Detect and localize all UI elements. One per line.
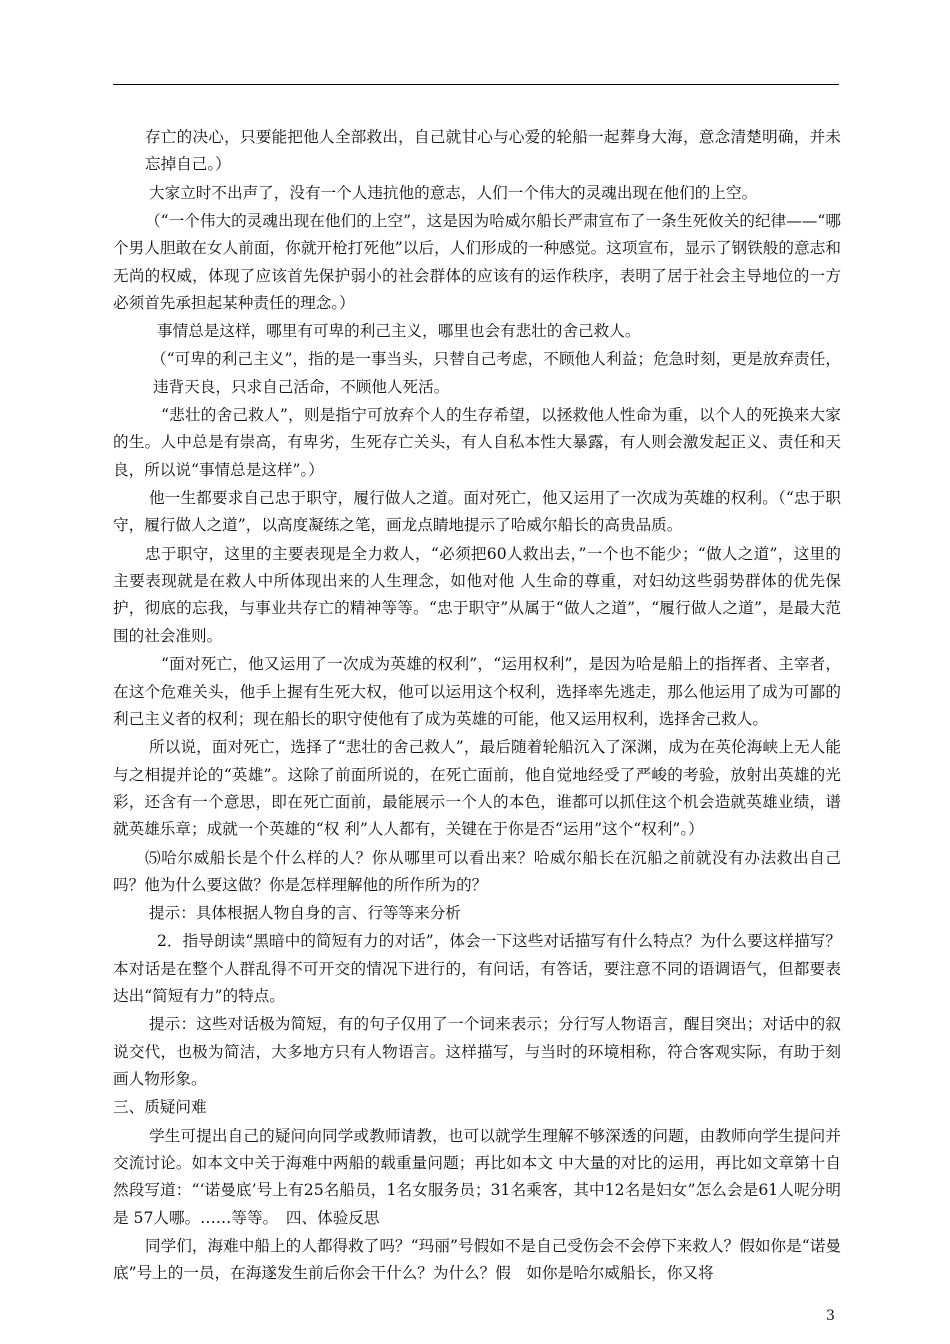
paragraph: 大家立时不出声了，没有一个人违抗他的意志，人们一个伟大的灵魂出现在他们的上空。 <box>149 183 758 202</box>
paragraph: （“可卑的利己主义”，指的是一事当头，只替自己考虑，不顾他人利益；危急时刻，更是放弃责任，违背天良，只求自己活命，不顾他人死活。 <box>151 350 841 396</box>
paragraph: 2．指导朗读“黑暗中的简短有力的对话”，体会一下这些对话描写有什么特点？为什么要这样描写？ 本对话是在整个人群乱得不可开交的情况下进行的，有问话，有答话，要注意不同的语调语气，但都要表达出“简短有力”的特点。 <box>113 932 857 1006</box>
paragraph: 事情总是这样，哪里有可卑的利己主义，哪里也会有悲壮的舍己救人。 <box>157 322 641 341</box>
paragraph: 存亡的决心，只要能把他人全部救出，自己就甘心与心爱的轮船一起葬身大海，意念清楚明确，并未忘掉自己。） <box>145 128 841 174</box>
paragraph: 忠于职守，这里的主要表现是全力救人，“必须把60人救出去，”一个也不能少；“做人之道”，这里的主要表现就是在救人中所体现出来的人生理念，如他对他 人生命的尊重，对妇幼这些弱势群体的优先保护，彻底的忘我，与事业共存亡的精神等等。“忠于职守”从属于“做人之道”，“履行做人之道”，是最大范围的社会准则。 <box>113 544 841 645</box>
paragraph: 同学们，海难中船上的人都得救了吗？“玛丽”号假如不是自己受伤会不会停下来救人？假如你是“诺曼底”号上的一员，在海遂发生前后你会干什么？为什么？假 如你是哈尔威船长，你又将 <box>113 1237 841 1283</box>
question: ⑸哈尔威船长是个什么样的人？你从哪里可以看出来？哈威尔船长在沉船之前就没有办法救出自己吗？他为什么要这做？你是怎样理解他的所作所为的？ <box>113 848 841 894</box>
paragraph: 他一生都要求自己忠于职守，履行做人之道。面对死亡，他又运用了一次成为英雄的权利。（“忠于职守，履行做人之道”，以高度凝练之笔，画龙点睛地提示了哈威尔船长的高贵品质。 <box>113 489 841 535</box>
document-body <box>113 124 857 1288</box>
paragraph: “面对死亡，他又运用了一次成为英雄的权利”，“运用权利”，是因为哈是船上的指挥者、主宰者，在这个危难关头，他手上握有生死大权，他可以运用这个权利，选择率先逃走，那么他运用了成为可鄙的利己主义者的权利；现在船长的职守使他有了成为英雄的可能，他又运用权利，选择舍己救人。 <box>113 655 841 728</box>
paragraph: （“一个伟大的灵魂出现在他们的上空”，这是因为哈威尔船长严肃宣布了一条生死攸关的纪律——“哪个男人胆敢在女人前面，你就开枪打死他”以后，人们形成的一种感觉。这项宣布，显示了钢铁般的意志和无尚的权威，体现了应该首先保护弱小的社会群体的应该有的运作秩序，表明了居于社会主导地位的一方必须首先承担起某种责任的理念。） <box>113 211 841 313</box>
paragraph: “悲壮的舍己救人”，则是指宁可放弃个人的生存希望，以拯救他人性命为重，以个人的死换来大家的生。人中总是有崇高，有卑劣，生死存亡关头，有人自私本性大暴露，有人则会激发起正义、责任和天良，所以说“事情总是这样”。） <box>113 406 841 479</box>
page-number: 3 <box>826 1308 835 1324</box>
section-heading: 三、质疑问难 <box>113 1098 207 1117</box>
paragraph: 学生可提出自己的疑问向同学或教师请教，也可以就学生理解不够深透的问题，由教师向学生提问并交流讨论。如本文中关于海难中两船的载重量问题；再比如本文 中大量的对比的运用，再比如文章第十自然段写道：“‘诺曼底’号上有25名船员，1名女服务员；31名乘客，其中12名是妇女”怎么会是61人呢分明是 57人哪。……等等。 四、体验反思 <box>113 1126 841 1227</box>
hint: 提示：这些对话极为简短，有的句子仅用了一个词来表示；分行写人物语言，醒目突出；对话中的叙说交代，也极为简洁，大多地方只有人物语言。这样描写，与当时的环境相称，符合客观实际，有助于刻画人物形象。 <box>113 1015 841 1089</box>
paragraph: 所以说，面对死亡，选择了“悲壮的舍己救人”，最后随着轮船沉入了深渊，成为在英伦海峡上无人能与之相提并论的“英雄”。这除了前面所说的，在死亡面前，他自觉地经受了严峻的考验，放射出英雄的光彩，还含有一个意思，即在死亡面前，最能展示一个人的本色，谁都可以抓住这个机会造就英雄业绩，谱就英雄乐章；成就一个英雄的“权 利”人人都有，关键在于你是否“运用”这个“权利”。） <box>113 738 841 839</box>
header-rule <box>113 84 839 85</box>
hint: 提示：具体根据人物自身的言、行等等来分析 <box>149 904 461 923</box>
